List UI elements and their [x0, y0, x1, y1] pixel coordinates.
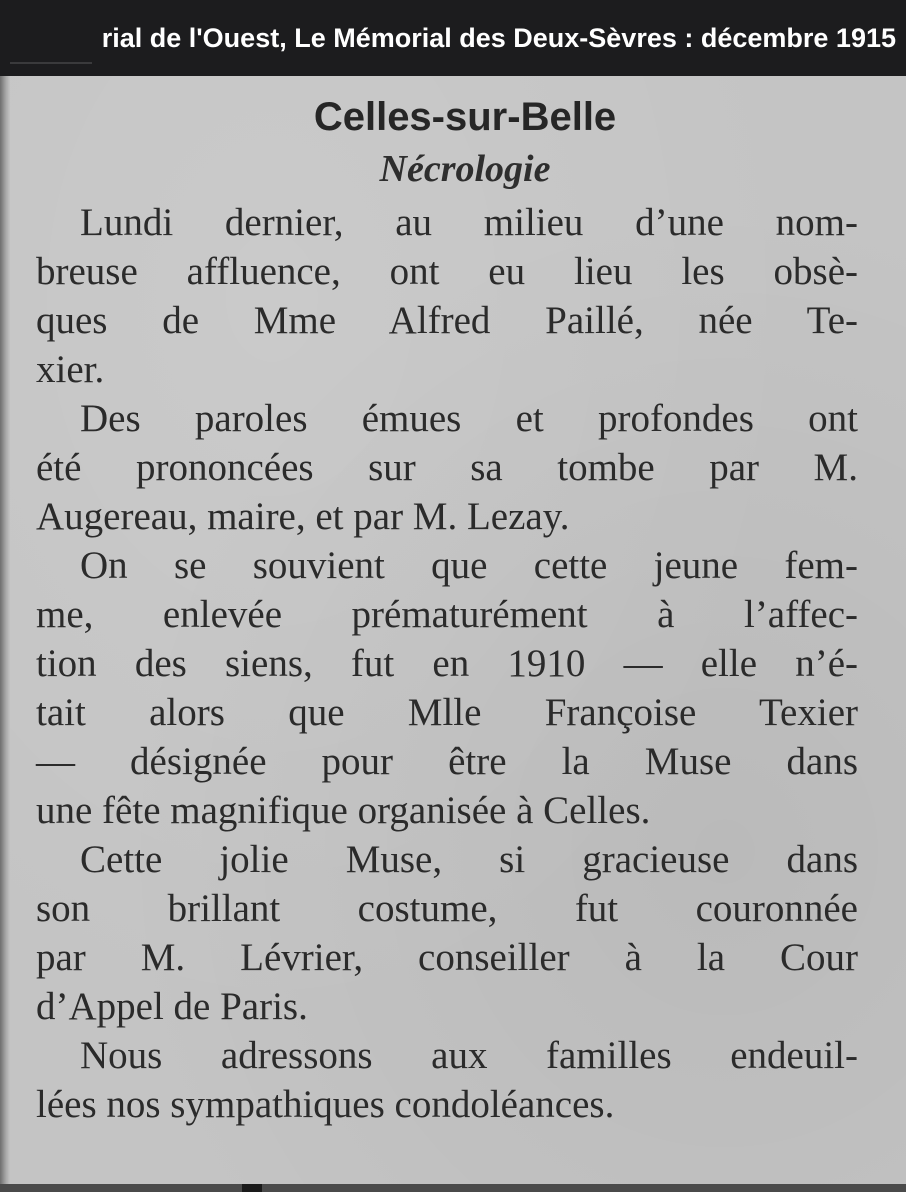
newspaper-scan: [0, 76, 906, 1184]
text-line: ques de Mme Alfred Paillé, née Te-: [36, 299, 858, 342]
document-title: rial de l'Ouest, Le Mémorial des Deux-Sèvres : décembre 1915: [101, 23, 896, 53]
text-line: Nous adressons aux familles endeuil-: [80, 1034, 858, 1077]
bottom-strip-segment-left: [0, 1184, 242, 1192]
paragraph-5: [36, 1031, 858, 1129]
article-heading: Celles-sur-Belle: [313, 95, 617, 139]
title-bar-accent: [10, 62, 92, 64]
window-title-bar: [0, 0, 906, 76]
text-line: par M. Lévrier, conseiller à la Cour: [36, 936, 858, 979]
paragraph-3: [36, 541, 858, 835]
text-line: d’Appel de Paris.: [36, 985, 308, 1028]
text-line: — désignée pour être la Muse dans: [36, 740, 858, 783]
text-line: xier.: [36, 348, 105, 391]
paragraph-2: [36, 394, 858, 541]
paragraph-4: [36, 835, 858, 1031]
text-line: breuse affluence, ont eu lieu les obsè-: [36, 250, 858, 293]
paragraph-1: [36, 198, 858, 394]
text-line: tait alors que Mlle Françoise Texier: [36, 691, 858, 734]
text-line: Lundi dernier, au milieu d’une nom-: [80, 201, 858, 244]
text-line: lées nos sympathiques condoléances.: [36, 1083, 615, 1126]
article: [36, 90, 858, 1129]
text-line: Cette jolie Muse, si gracieuse dans: [80, 838, 858, 881]
text-line: Des paroles émues et profondes ont: [80, 397, 858, 440]
article-subheading: Nécrologie: [379, 148, 551, 190]
scan-left-edge: [0, 76, 10, 1184]
text-line: été prononcées sur sa tombe par M.: [36, 446, 858, 489]
text-line: tion des siens, fut en 1910 — elle n’é-: [36, 642, 858, 685]
text-line: son brillant costume, fut couronnée: [36, 887, 858, 930]
text-line: une fête magnifique organisée à Celles.: [36, 789, 651, 832]
bottom-strip-segment-right: [262, 1184, 906, 1192]
text-line: Augereau, maire, et par M. Lezay.: [36, 495, 570, 538]
text-line: On se souvient que cette jeune fem-: [80, 544, 858, 587]
text-line: me, enlevée prématurément à l’affec-: [36, 593, 858, 636]
